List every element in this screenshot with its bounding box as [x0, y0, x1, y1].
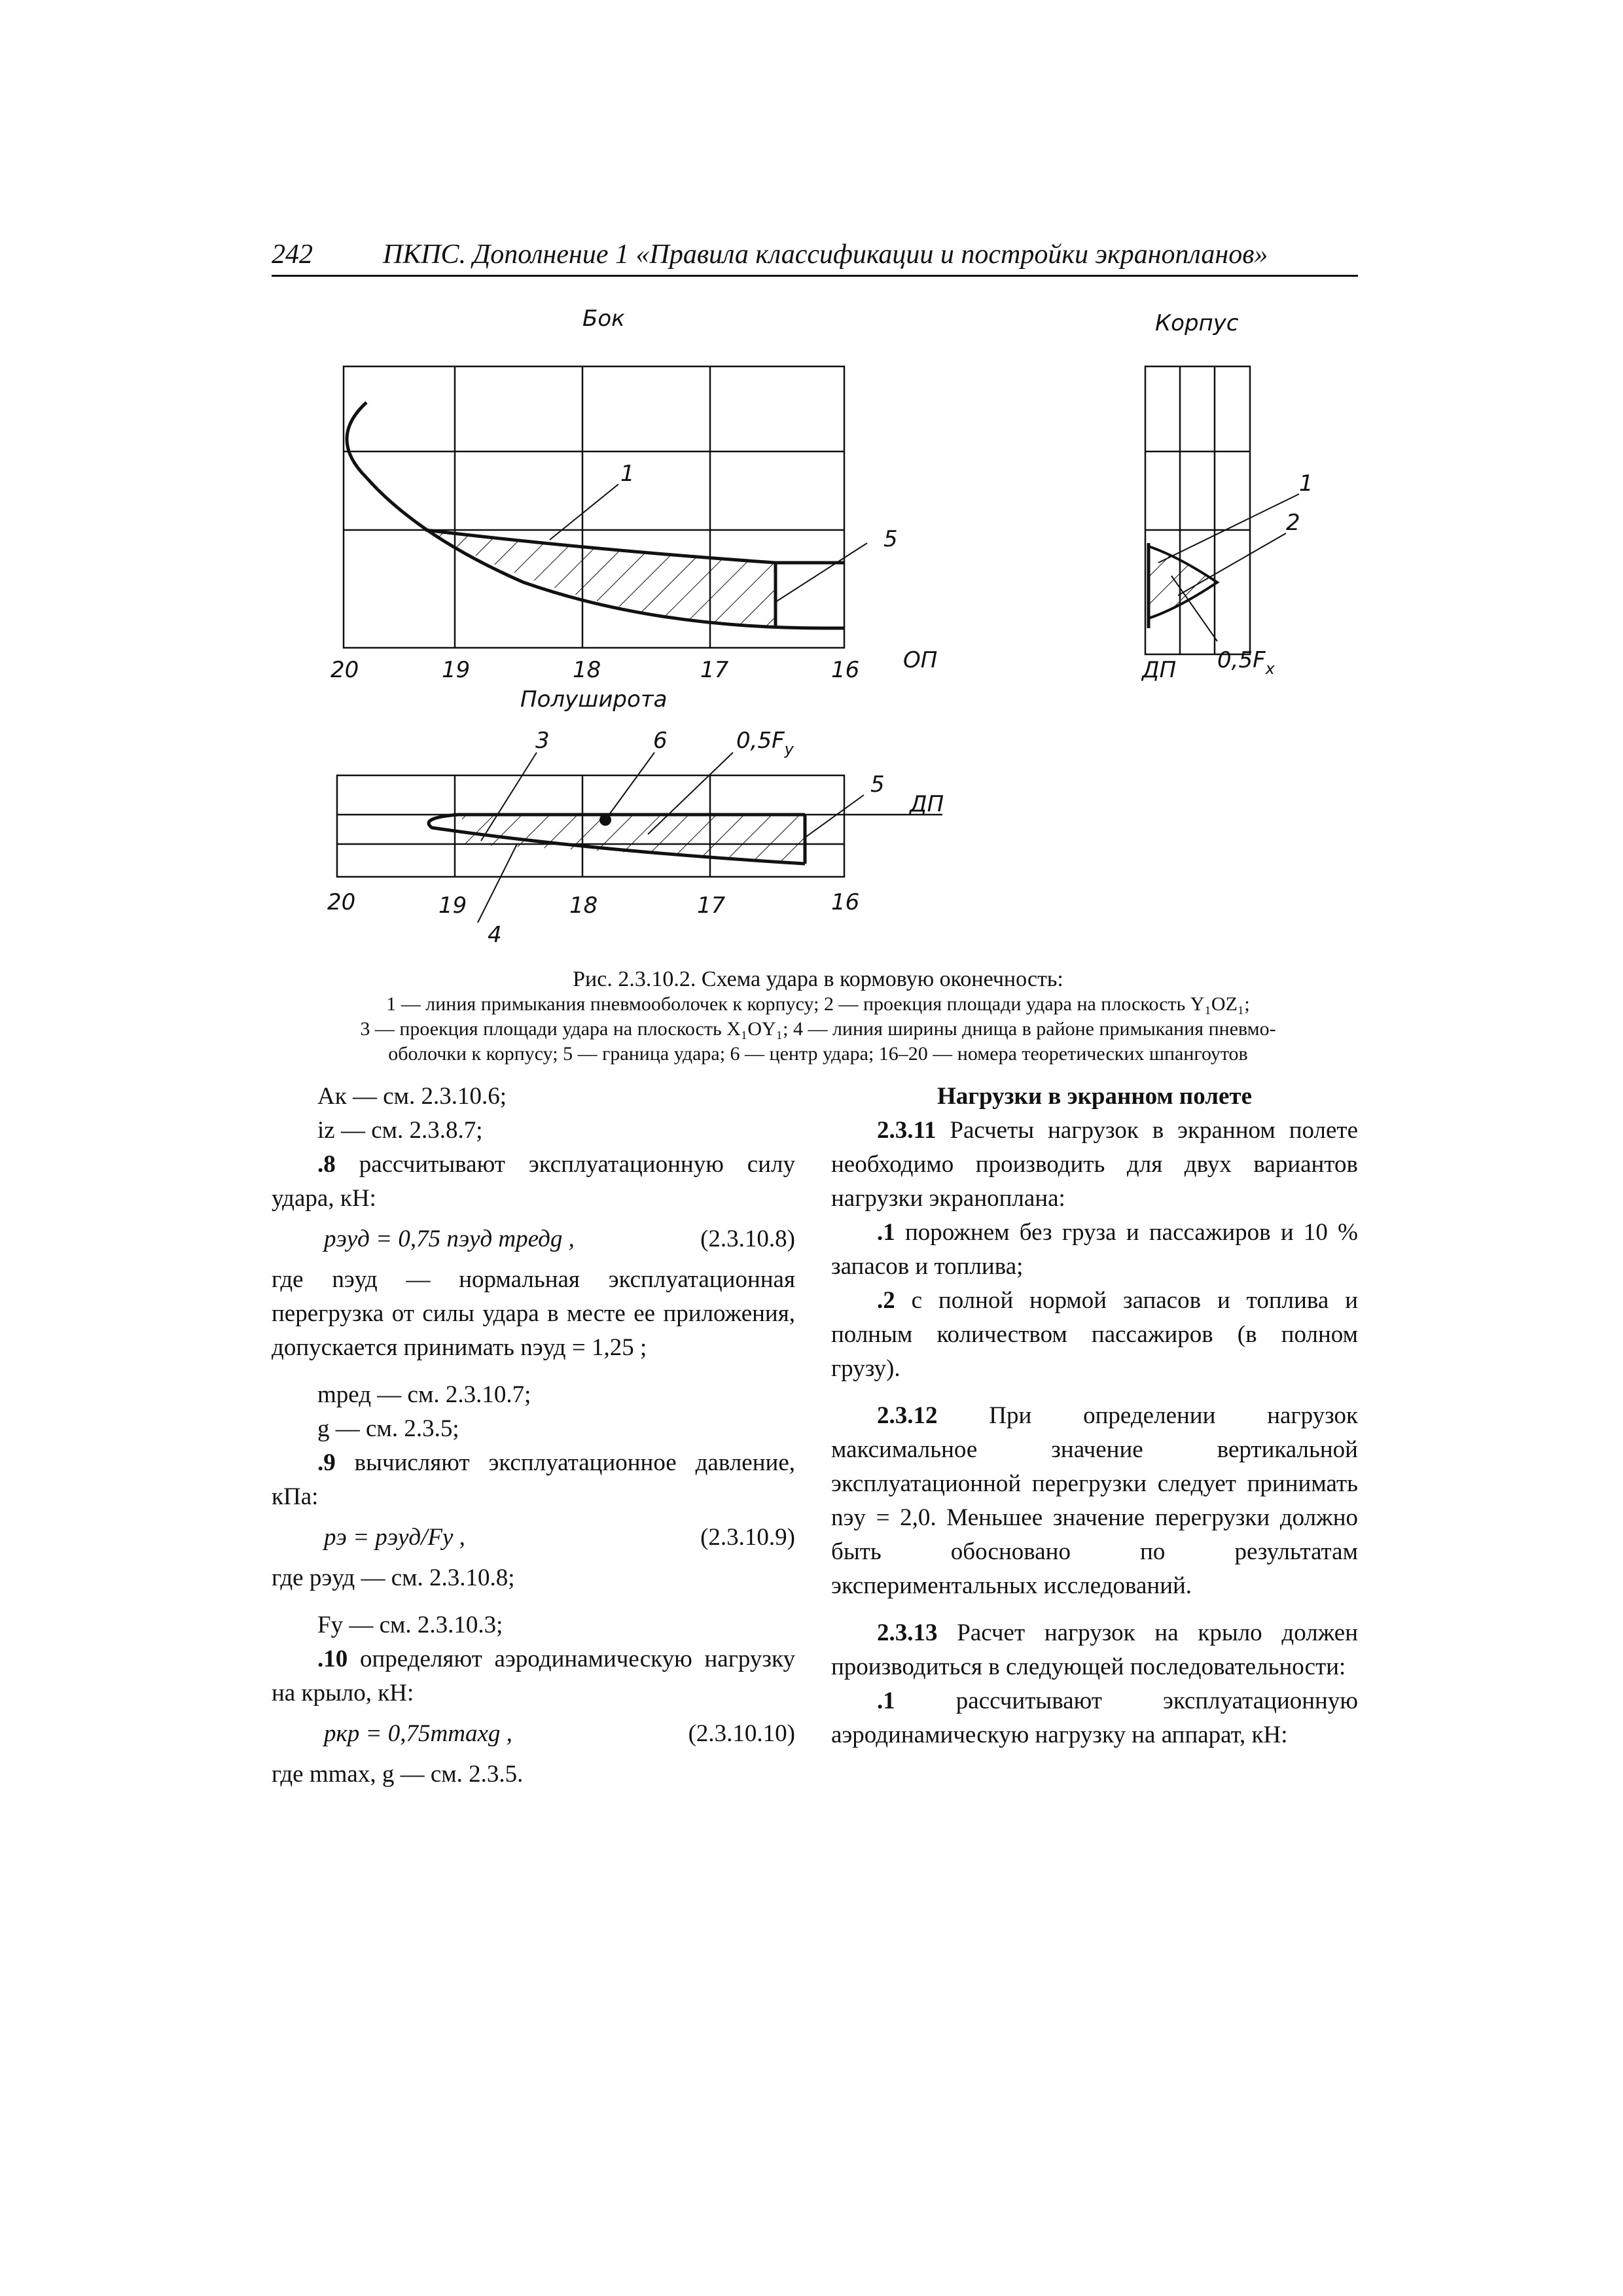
hb-callout-5: 5 — [870, 771, 885, 798]
formula-2-3-10-8: pэуд = 0,75 nэуд mредg , (2.3.10.8) — [324, 1226, 795, 1252]
def-fy: Fy — см. 2.3.10.3; — [317, 1612, 503, 1638]
body-callout-2-leader — [1178, 533, 1286, 595]
caption-line-2: 3 — проекция площади удара на плоскость X₁OY₁; 4 — линия ширины днища в районе примыкания пневмо- — [360, 1018, 1276, 1040]
left-column — [272, 1080, 795, 1792]
side-impact-area — [425, 530, 776, 628]
hb-dp-label: ДП — [910, 791, 944, 817]
body-dp-label: ДП — [1142, 657, 1177, 683]
section-2-3-13-1: .1 рассчитывают эксплуатационную аэродинамическую нагрузку на аппарат, кН: — [831, 1687, 1358, 1748]
right-column — [831, 1080, 1358, 1752]
item-9: .9 вычисляют эксплуатационное давление, кПа: — [272, 1449, 795, 1510]
figure-caption — [281, 967, 1355, 1067]
figure-impact-scheme — [0, 281, 1623, 975]
side-frame-18: 18 — [573, 657, 601, 683]
def-m-max: где mmax, g — см. 2.3.5. — [272, 1761, 524, 1788]
hb-callout-4: 4 — [488, 922, 502, 948]
caption-line-3: оболочки к корпусу; 5 — граница удара; 6 — центр удара; 16–20 — номера теоретических шпангоутов — [388, 1043, 1248, 1065]
section-2-3-11-2: .2 с полной нормой запасов и топлива и полным количеством пассажиров (в полном грузу). — [831, 1287, 1358, 1382]
hb-callout-4-leader — [478, 844, 517, 923]
side-frame-16: 16 — [831, 657, 860, 683]
hb-callout-6: 6 — [653, 728, 668, 754]
caption-title: Рис. 2.3.10.2. Схема удара в кормовую оконечность: — [573, 967, 1063, 991]
side-frame-19: 19 — [442, 657, 471, 683]
hb-force-label: $0,5F_y$ — [736, 728, 794, 758]
def-iz: iz — см. 2.3.8.7; — [317, 1117, 483, 1144]
side-view-label: Бок — [582, 306, 625, 332]
hb-frame-18: 18 — [569, 892, 598, 919]
body-callout-2: 2 — [1286, 510, 1300, 536]
running-title: ПКПС. Дополнение 1 «Правила классификации и постройки экранопланов» — [383, 239, 1268, 270]
def-ak: Ак — см. 2.3.10.6; — [317, 1083, 507, 1110]
halfbreadth-impact-area — [452, 815, 805, 864]
side-callout-1-leader — [550, 484, 618, 540]
section-2-3-11: 2.3.11 Расчеты нагрузок в экранном полете необходимо производить для двух вариантов нагрузки экраноплана: — [831, 1117, 1358, 1212]
hb-frame-20: 20 — [327, 889, 356, 915]
formula-2-3-10-9: pэ = pэуд/Fy , (2.3.10.9) — [324, 1524, 795, 1551]
body-impact-area — [1149, 546, 1217, 618]
section-2-3-12: 2.3.12 При определении нагрузок максимальное значение вертикальной эксплуатационной перегрузки следует принимать nэy = 2,0. Меньшее значение перегрузки должно быть обосновано по результатам экспериментальных исследований. — [831, 1402, 1358, 1599]
halfbreadth-label: Полуширота — [520, 686, 668, 713]
hb-frame-19: 19 — [438, 892, 467, 919]
side-frame-17: 17 — [700, 657, 729, 683]
body-callout-1: 1 — [1299, 470, 1313, 497]
def-p-ud: где pэуд — см. 2.3.10.8; — [272, 1564, 515, 1591]
hb-callout-3: 3 — [535, 728, 550, 754]
hb-frame-17: 17 — [697, 892, 726, 919]
section-2-3-13: 2.3.13 Расчет нагрузок на крыло должен производиться в следующей последовательности: — [831, 1619, 1358, 1680]
section-2-3-11-1: .1 порожнем без груза и пассажиров и 10 % запасов и топлива; — [831, 1219, 1358, 1280]
body-view-label: Корпус — [1155, 310, 1239, 336]
side-callout-5: 5 — [883, 526, 898, 552]
def-g: g — см. 2.3.5; — [317, 1415, 459, 1442]
caption-line-1: 1 — линия примыкания пневмооболочек к корпусу; 2 — проекция площади удара на плоскость Y₁OZ₁; — [386, 993, 1250, 1015]
hb-callout-6-leader — [605, 752, 654, 820]
page-number: 242 — [272, 239, 313, 270]
side-op-label: ОП — [903, 647, 938, 673]
section-heading: Нагрузки в экранном полете — [936, 1083, 1253, 1110]
side-callout-1: 1 — [620, 461, 635, 487]
hb-frame-16: 16 — [831, 889, 860, 915]
item-10: .10 определяют аэродинамическую нагрузку на крыло, кН: — [272, 1646, 795, 1706]
side-callout-5-leader — [776, 543, 867, 602]
side-frame-20: 20 — [330, 657, 359, 683]
hb-callout-5-leader — [805, 795, 864, 838]
figure-drawing — [0, 281, 1623, 975]
body-force-label: $0,5F_x$ — [1217, 647, 1275, 678]
item-8: .8 рассчитывают эксплуатационную силу удара, кН: — [272, 1151, 795, 1212]
formula-2-3-10-10: pкр = 0,75mmaxg , (2.3.10.10) — [324, 1720, 795, 1747]
running-header — [272, 239, 1358, 277]
def-n-ud: где nэуд — нормальная эксплуатационная перегрузка от силы удара в месте ее приложения, допускается принимать nэуд = 1,25 ; — [272, 1266, 795, 1361]
def-m-red: mред — см. 2.3.10.7; — [317, 1381, 531, 1408]
